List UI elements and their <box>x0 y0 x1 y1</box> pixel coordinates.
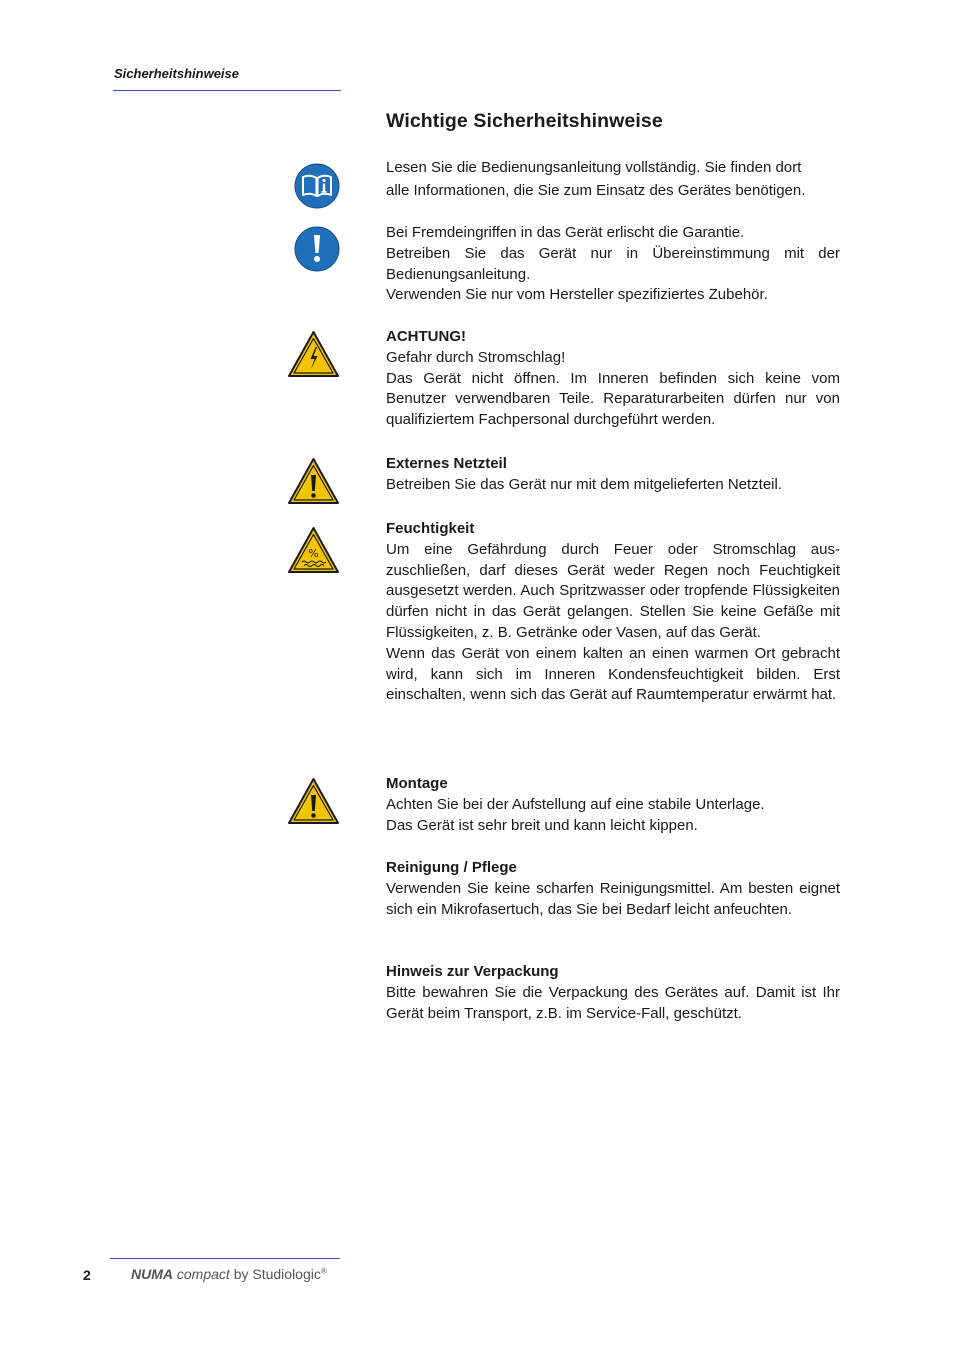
cleaning-notice <box>386 858 840 920</box>
moisture-warning-icon <box>287 526 340 574</box>
footer-divider <box>110 1258 340 1259</box>
power-supply-title: Externes Netzteil <box>386 455 507 472</box>
manual-line-1: Lesen Sie die Bedienungsanleitung vollständig. Sie finden dort <box>386 159 802 176</box>
cleaning-title: Reinigung / Pflege <box>386 859 517 876</box>
moisture-symbol: % <box>308 547 319 560</box>
electric-line-2: Das Gerät nicht öffnen. Im Inneren befinden sich keine vom Benutzer verwendbaren Teile. Reparaturarbeiten dürfen nur von qualifiziertem Fachpersonal durchgeführt werden. <box>386 369 840 429</box>
mounting-line-1: Achten Sie bei der Aufstellung auf eine stabile Unterlage. <box>386 795 765 813</box>
warranty-notice <box>386 223 840 306</box>
power-supply-notice <box>386 454 840 496</box>
header-divider <box>113 90 341 91</box>
page-number: 2 <box>83 1267 91 1283</box>
footer-product-variant: compact <box>176 1266 230 1282</box>
warranty-line-2: Betreiben Sie das Gerät nur in Übereinstimmung mit der Bedienungsanleitung. <box>386 244 840 283</box>
footer-brand: by Studiologic <box>233 1266 321 1282</box>
electric-title: ACHTUNG! <box>386 328 466 345</box>
mounting-notice <box>386 774 840 836</box>
packaging-title: Hinweis zur Verpackung <box>386 963 559 980</box>
manual-notice <box>386 157 840 202</box>
electric-shock-notice <box>386 327 840 431</box>
electric-line-1: Gefahr durch Stromschlag! <box>386 348 566 366</box>
packaging-text: Bitte bewahren Sie die Verpackung des Gerätes auf. Damit ist Ihr Gerät beim Transport, z.B. im Service-Fall, geschützt. <box>386 983 840 1022</box>
read-manual-icon <box>294 163 340 209</box>
moisture-text-2: Wenn das Gerät von einem kalten an einen warmen Ort gebracht wird, kann sich im Inneren Kondensfeuchtigkeit bilden. Erst einschalten, wenn sich das Gerät auf Raumtemperatur erwärmt hat. <box>386 644 840 704</box>
manual-line-2: alle Informationen, die Sie zum Einsatz des Gerätes benötigen. <box>386 181 806 199</box>
packaging-notice <box>386 962 840 1024</box>
mounting-warning-icon <box>287 777 340 825</box>
section-header: Sicherheitshinweise <box>114 66 239 81</box>
page-title: Wichtige Sicherheitshinweise <box>386 110 663 132</box>
registered-mark: ® <box>320 1266 327 1276</box>
footer-product-name: NUMA <box>131 1266 173 1282</box>
moisture-text-1: Um eine Gefährdung durch Feuer oder Stromschlag auszuschließen, darf dieses Gerät weder Regen noch Feuchtigkeit ausgesetzt werden. Auch Spritzwasser oder tropfende Flüssigkeiten dürfen nicht in das Gerät gelangen. Stellen Sie keine Gefäße mit Flüssigkeiten, z. B. Getränke oder Vasen, auf das Gerät. <box>386 540 840 641</box>
moisture-title: Feuchtigkeit <box>386 520 475 537</box>
footer-product <box>131 1266 327 1282</box>
mounting-line-2: Das Gerät ist sehr breit und kann leicht kippen. <box>386 816 698 834</box>
cleaning-text: Verwenden Sie keine scharfen Reinigungsmittel. Am besten eignet sich ein Mikrofasertuch, das Sie bei Bedarf leicht anfeuchten. <box>386 879 840 918</box>
power-supply-text: Betreiben Sie das Gerät nur mit dem mitgelieferten Netzteil. <box>386 475 783 493</box>
mandatory-action-icon <box>294 226 340 272</box>
warranty-line-3: Verwenden Sie nur vom Hersteller spezifiziertes Zubehör. <box>386 286 768 304</box>
general-warning-icon <box>287 457 340 505</box>
electric-shock-warning-icon <box>287 330 340 378</box>
warranty-line-1: Bei Fremdeingriffen in das Gerät erlischt die Garantie. <box>386 224 745 241</box>
mounting-title: Montage <box>386 775 448 792</box>
moisture-notice <box>386 519 840 706</box>
